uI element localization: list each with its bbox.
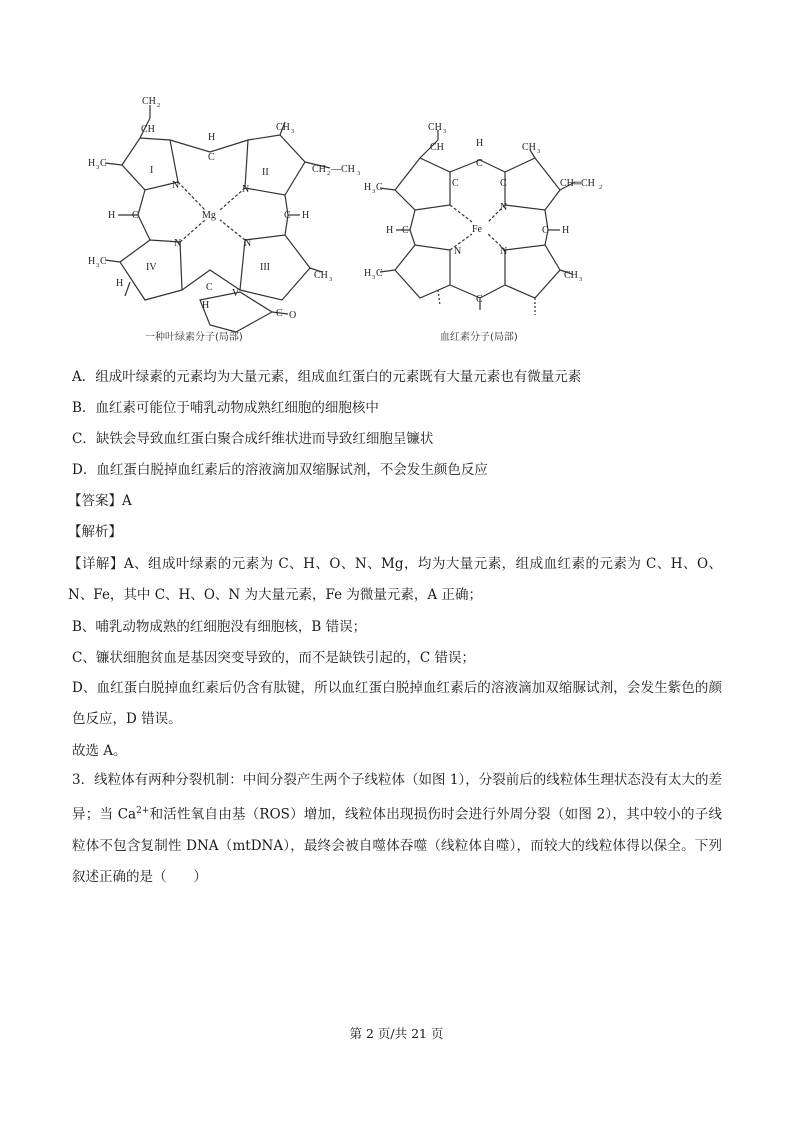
option-a: A．组成叶绿素的元素均为大量元素，组成血红蛋白的元素既有大量元素也有微量元素	[72, 369, 582, 385]
svg-text:3: 3	[96, 262, 100, 269]
svg-text:O: O	[289, 310, 297, 321]
svg-text:H: H	[364, 268, 372, 279]
svg-text:H: H	[476, 138, 484, 149]
conclusion: 故选 A。	[72, 743, 127, 759]
svg-text:CH: CH	[428, 122, 442, 133]
svg-text:CH: CH	[430, 142, 444, 153]
svg-text:H: H	[88, 256, 96, 267]
svg-text:H: H	[562, 225, 570, 236]
option-b: B．血红素可能位于哺乳动物成熟红细胞的细胞核中	[72, 400, 379, 416]
svg-text:H: H	[386, 225, 394, 236]
svg-text:2: 2	[599, 184, 603, 191]
svg-text:N: N	[174, 238, 182, 249]
answer-label: 【答案】	[68, 493, 122, 509]
svg-text:C: C	[284, 210, 291, 221]
svg-text:2: 2	[157, 102, 161, 109]
svg-text:II: II	[262, 167, 269, 178]
svg-text:3: 3	[329, 276, 333, 283]
chlorophyll-atom-labels	[88, 96, 360, 321]
svg-text:C: C	[500, 178, 507, 189]
svg-text:C: C	[100, 158, 107, 169]
svg-text:N: N	[244, 238, 252, 249]
answer-value: A	[122, 493, 132, 509]
detail-paragraph-2: B、哺乳动物成熟的红细胞没有细胞核，B 错误；	[72, 619, 367, 635]
analysis-label: 【解析】	[68, 524, 122, 540]
svg-text:N: N	[454, 246, 462, 257]
svg-text:C: C	[132, 210, 139, 221]
svg-text:3: 3	[537, 148, 541, 155]
heme-caption: 血红素分子(局部)	[440, 332, 518, 343]
svg-text:CH: CH	[522, 142, 536, 153]
option-d: D．血红蛋白脱掉血红素后的溶液滴加双缩脲试剂，不会发生颜色反应	[72, 462, 488, 478]
svg-text:CH: CH	[314, 270, 328, 281]
svg-text:CH: CH	[312, 164, 326, 175]
detail-paragraph-1: 【详解】A、组成叶绿素的元素为 C、H、O、N、Mg，均为大量元素，组成血红素的元素为 C、H、O、N、Fe，其中 C、H、O、N 为大量元素，Fe 为微量元素，A 正确；	[68, 556, 722, 603]
svg-text:IV: IV	[146, 262, 157, 273]
svg-text:CH: CH	[141, 124, 155, 135]
svg-text:V: V	[232, 288, 240, 299]
svg-text:3: 3	[291, 128, 295, 135]
svg-text:N: N	[242, 184, 250, 195]
svg-text:3: 3	[443, 128, 447, 135]
svg-text:H: H	[302, 210, 310, 221]
svg-text:3: 3	[372, 188, 376, 195]
chlorophyll-caption: 一种叶绿素分子(局部)	[145, 332, 243, 343]
svg-text:C: C	[100, 256, 107, 267]
svg-text:C: C	[206, 282, 213, 293]
svg-text:C: C	[376, 268, 383, 279]
svg-text:Fe: Fe	[472, 224, 482, 235]
svg-text:C: C	[208, 152, 215, 163]
svg-text:C: C	[376, 182, 383, 193]
chlorophyll-structure	[105, 105, 333, 332]
svg-text:C: C	[276, 308, 283, 319]
svg-text:C: C	[476, 294, 483, 305]
svg-text:2: 2	[327, 170, 331, 177]
svg-text:C: C	[542, 225, 549, 236]
svg-text:H: H	[108, 210, 116, 221]
svg-text:N: N	[172, 180, 180, 191]
svg-text:C: C	[476, 158, 483, 169]
svg-text:3: 3	[96, 164, 100, 171]
svg-text:3: 3	[357, 170, 361, 177]
heme-atom-labels	[364, 122, 602, 305]
answer-line	[68, 491, 132, 511]
calcium-charge-superscript: 2+	[136, 806, 150, 816]
svg-text:3: 3	[579, 276, 583, 283]
svg-text:CH═CH: CH═CH	[560, 178, 595, 189]
question-3-stem	[72, 765, 722, 893]
svg-text:N: N	[500, 246, 508, 257]
svg-text:H: H	[202, 300, 210, 311]
page-footer: 第 2 页/共 21 页	[349, 1026, 444, 1041]
svg-text:H: H	[208, 132, 216, 143]
option-c: C．缺铁会导致血红蛋白聚合成纤维状进而导致红细胞呈镰状	[72, 431, 434, 447]
svg-text:—CH: —CH	[331, 164, 355, 175]
question-3-text-before: 3．线粒体有两种分裂机制：中间分裂产生两个子线粒体（如图 1），分裂前后的线粒体生理状态没有太大的差异；当 Ca	[72, 772, 722, 823]
detail-paragraph-4: D、血红蛋白脱掉血红素后仍含有肽键，所以血红蛋白脱掉血红素后的溶液滴加双缩脲试剂，会发生紫色的颜色反应，D 错误。	[72, 680, 722, 727]
svg-text:C: C	[402, 225, 409, 236]
svg-text:H: H	[88, 158, 96, 169]
svg-text:CH: CH	[142, 96, 156, 107]
svg-text:C: C	[452, 178, 459, 189]
svg-text:3: 3	[372, 274, 376, 281]
svg-text:H: H	[364, 182, 372, 193]
detail-paragraph-3: C、镰状细胞贫血是基因突变导致的，而不是缺铁引起的，C 错误；	[72, 650, 475, 666]
svg-text:CH: CH	[564, 270, 578, 281]
svg-text:Mg: Mg	[202, 210, 216, 221]
svg-text:H: H	[116, 278, 124, 289]
svg-text:I: I	[150, 165, 154, 176]
svg-text:III: III	[260, 262, 270, 273]
svg-text:N: N	[500, 202, 508, 213]
svg-text:CH: CH	[276, 122, 290, 133]
molecular-structure-figure	[0, 0, 793, 360]
question-3-text-after: 和活性氧自由基（ROS）增加，线粒体出现损伤时会进行外周分裂（如图 2），其中较小的子线粒体不包含复制性 DNA（mtDNA），最终会被自噬体吞噬（线粒体自噬），而较大的线粒体得以保全。下列叙述正确的是（ ）	[72, 806, 722, 885]
